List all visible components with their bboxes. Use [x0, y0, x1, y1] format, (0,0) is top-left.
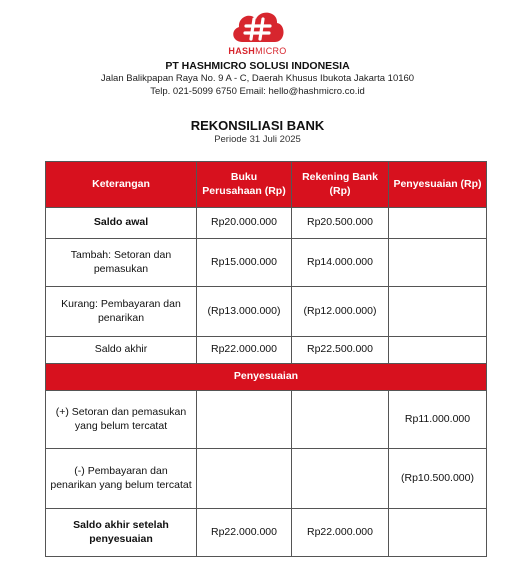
- table-cell: Kurang: Pembayaran dan penarikan: [46, 287, 197, 337]
- column-header: Keterangan: [46, 162, 197, 208]
- table-cell: Rp22.000.000: [292, 509, 389, 557]
- table-cell: Saldo akhir: [46, 337, 197, 364]
- table-cell: [389, 239, 487, 287]
- table-cell: Rp22.500.000: [292, 337, 389, 364]
- table-cell: Rp14.000.000: [292, 239, 389, 287]
- table-cell: (+) Setoran dan pemasukan yang belum tercatat: [46, 391, 197, 449]
- table-header-row: [46, 162, 487, 208]
- report-period: Periode 31 Juli 2025: [214, 134, 301, 145]
- reconciliation-table: [45, 161, 487, 557]
- table-cell: Rp20.000.000: [197, 208, 292, 239]
- table-row: [46, 287, 487, 337]
- table-cell: [389, 337, 487, 364]
- table-cell: (Rp13.000.000): [197, 287, 292, 337]
- section-label: Penyesuaian: [46, 364, 487, 391]
- table-row: [46, 239, 487, 287]
- company-address: Jalan Balikpapan Raya No. 9 A - C, Daerah Khusus Ibukota Jakarta 10160: [100, 73, 415, 84]
- table-cell: [292, 449, 389, 509]
- table-cell: [389, 287, 487, 337]
- table-cell: (Rp12.000.000): [292, 287, 389, 337]
- table-cell: Tambah: Setoran dan pemasukan: [46, 239, 197, 287]
- table-row: [46, 449, 487, 509]
- table-cell: [197, 449, 292, 509]
- table-cell: [389, 509, 487, 557]
- company-logo: [0, 6, 515, 58]
- table-row: [46, 391, 487, 449]
- table-cell: Saldo awal: [46, 208, 197, 239]
- table-cell: [389, 208, 487, 239]
- column-header: Buku Perusahaan (Rp): [197, 162, 292, 208]
- table-cell: (-) Pembayaran dan penarikan yang belum tercatat: [46, 449, 197, 509]
- table-cell: Rp15.000.000: [197, 239, 292, 287]
- table-cell: Rp20.500.000: [292, 208, 389, 239]
- table-cell: [197, 391, 292, 449]
- company-contact: Telp. 021-5099 6750 Email: hello@hashmicro.co.id: [150, 86, 365, 97]
- table-row: [46, 208, 487, 239]
- cloud-hash-icon: [228, 6, 288, 46]
- table-cell: Rp11.000.000: [389, 391, 487, 449]
- table-cell: Rp22.000.000: [197, 509, 292, 557]
- table-row: [46, 509, 487, 557]
- report-title: REKONSILIASI BANK: [190, 118, 325, 133]
- table-cell: Rp22.000.000: [197, 337, 292, 364]
- column-header: Rekening Bank (Rp): [292, 162, 389, 208]
- section-header-row: [46, 364, 487, 391]
- logo-wordmark: HASHMICRO: [228, 46, 287, 56]
- table-cell: Saldo akhir setelah penyesuaian: [46, 509, 197, 557]
- column-header: Penyesuaian (Rp): [389, 162, 487, 208]
- table-cell: [292, 391, 389, 449]
- company-name: PT HASHMICRO SOLUSI INDONESIA: [165, 60, 350, 72]
- table-row: [46, 337, 487, 364]
- table-cell: (Rp10.500.000): [389, 449, 487, 509]
